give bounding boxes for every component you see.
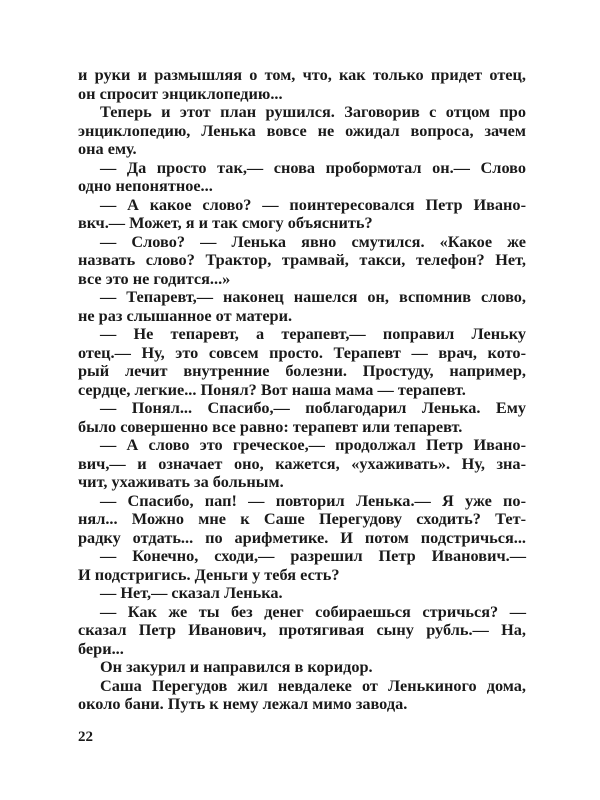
text-line: она ему. [78, 139, 137, 158]
text-line: все это не годится...» [78, 268, 231, 288]
text-line: радку отдать... по арифметике. И потом подстричься... [78, 527, 526, 547]
text-line: вкч.— Может, я и так смогу объяснить? [78, 213, 373, 232]
text-line: чит, ухаживать за больным. [78, 472, 284, 491]
text-line: — А какое слово? — поинтересовался Петр Ивано- [100, 194, 526, 214]
text-line: энциклопедию, Ленька вовсе не ожидал вопроса, зачем [78, 120, 526, 140]
page-number: 22 [78, 729, 93, 745]
text-line: — Нет,— сказал Ленька. [100, 583, 283, 602]
text-line: рый лечит внутренние болезни. Простуду, например, [78, 361, 526, 380]
text-line: — Да просто так,— снова пробормотал он.— Слово [100, 157, 526, 177]
text-line: было совершенно все равно: терапевт или тепаревт. [78, 416, 463, 436]
text-line: нял... Можно мне к Саше Перегудову сходить? Тет- [78, 509, 526, 528]
text-line: — Как же ты без денег собираешься стричься? — [100, 601, 526, 621]
text-line: — Не тепаревт, а терапевт,— поправил Леньку [100, 324, 526, 343]
text-line: Саша Перегудов жил невдалеке от Ленькиного дома, [100, 675, 526, 695]
text-line: Он закурил и направился в коридор. [100, 657, 373, 676]
text-line: бери... [78, 638, 124, 658]
text-line: назвать слово? Трактор, трамвай, такси, телефон? Нет, [78, 250, 526, 269]
text-line: сказал Петр Иванович, протягивая сыну рубль.— На, [78, 620, 526, 639]
text-line: вич,— и означает оно, кажется, «ухаживать». Ну, зна- [78, 453, 526, 473]
text-line: — Спасибо, пап! — повторил Ленька.— Я уже по- [100, 490, 526, 510]
text-line: — Слово? — Ленька явно смутился. «Какое же [100, 231, 526, 251]
text-line: — Понял... Спасибо,— поблагодарил Ленька. Ему [100, 398, 526, 417]
text-line: Теперь и этот план рушился. Заговорив с отцом про [100, 102, 526, 121]
text-line: он спросит энциклопедию... [78, 83, 283, 103]
text-line: И подстригись. Деньги у тебя есть? [78, 564, 340, 584]
text-line: сердце, легкие... Понял? Вот наша мама — терапевт. [78, 379, 466, 399]
text-line: — А слово это греческое,— продолжал Петр Ивано- [100, 435, 526, 454]
text-line: отец.— Ну, это совсем просто. Терапевт — врач, кото- [78, 342, 526, 362]
text-line: не раз слышанное от матери. [78, 305, 293, 325]
text-line: одно непонятное... [78, 176, 213, 195]
text-line: — Тепаревт,— наконец нашелся он, вспомнив слово, [100, 287, 526, 306]
text-line: около бани. Путь к нему лежал мимо завода. [78, 694, 408, 713]
book-page-text [78, 66, 526, 714]
text-line: и руки и размышляя о том, что, как только придет отец, [78, 65, 526, 84]
text-line: — Конечно, сходи,— разрешил Петр Иванович.— [100, 546, 526, 565]
